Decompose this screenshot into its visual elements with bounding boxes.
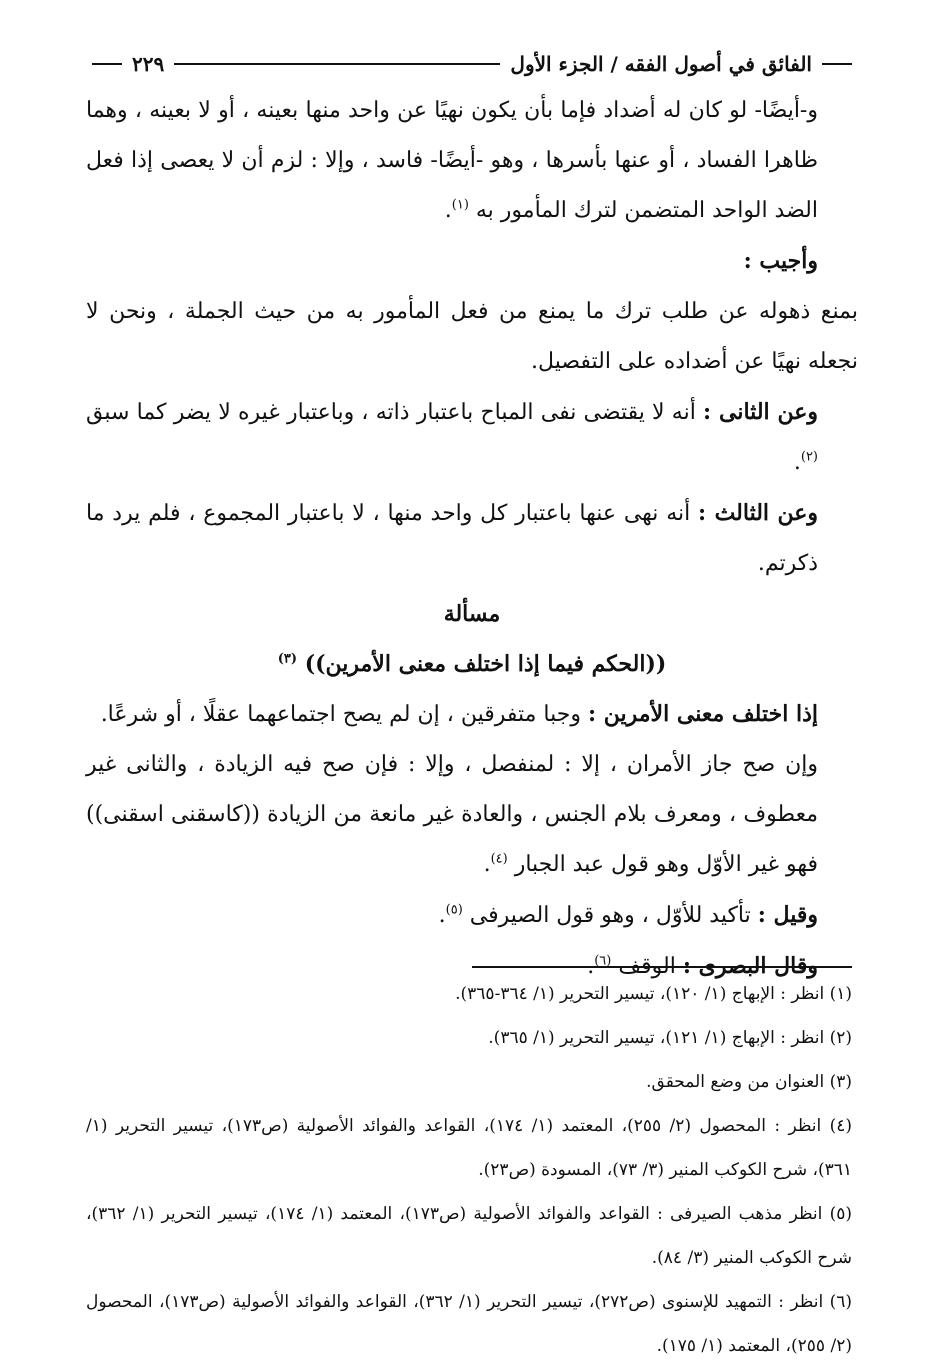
paragraph-2 bbox=[86, 236, 858, 287]
footnote-ref-4[interactable]: (٤) bbox=[490, 851, 508, 867]
header-dash-left bbox=[92, 63, 122, 65]
paragraph-8: وقيل : تأكيد للأوّل ، وهو قول الصيرفى $^{(٥)}$. bbox=[438, 902, 818, 928]
paragraph-6 bbox=[86, 689, 858, 740]
paragraph-5-text: أنه نهى عنها باعتبار كل واحد منها ، لا باعتبار المجموع ، فلم يرد ما ذكرتم. bbox=[86, 501, 818, 576]
page-header bbox=[92, 44, 852, 84]
footnote-separator bbox=[472, 966, 852, 968]
paragraph-7-text: وإن صح جاز الأمران ، إلا : لمنفصل ، وإلا : فإن صح فيه الزيادة ، والثانى غير معطوف ، ومعرف بلام الجنس ، والعادة غير مانعة من الزيادة ((كاسقنى اسقنى)) فهو غير الأوّل وهو قول عبد الجبار bbox=[86, 752, 818, 877]
answer-heading: وأجيب : bbox=[743, 248, 818, 274]
paragraph-6-lead: إذا اختلف معنى الأمرين : bbox=[587, 701, 818, 727]
section-title: مسألة bbox=[443, 601, 501, 627]
footnote-5: (٥) انظر مذهب الصيرفى : القواعد والفوائد الأصولية (ص١٧٣)، المعتمد (١/ ١٧٤)، تيسير التحرير (١/ ٣٦٢)، شرح الكوكب المنير (٣/ ٨٤). bbox=[86, 1204, 853, 1268]
footnote-6: (٦) انظر : التمهيد للإسنوى (ص٢٧٢)، تيسير التحرير (١/ ٣٦٢)، القواعد والفوائد الأصولية (ص١٧٣)، المحصول (٢/ ٢٥٥)، المعتمد (١/ ١٧٥). bbox=[86, 1292, 852, 1356]
section-subtitle-text: ((الحكم فيما إذا اختلف معنى الأمرين)) bbox=[304, 651, 667, 677]
paragraph-9-text: الوقف bbox=[618, 954, 676, 979]
footnote-ref-3[interactable]: (٣) bbox=[277, 651, 298, 667]
paragraph-4: وعن الثانى : أنه لا يقتضى نفى المباح باعتبار ذاته ، وباعتبار غيره لا يضر كما سبق $^{(٢)}$. bbox=[86, 399, 818, 475]
paragraph-1: و-أيضًا- لو كان له أضداد فإما بأن يكون نهيًا عن واحد منها بعينه ، أو لا بعينه ، وهما ظاهرا الفساد ، أو عنها بأسرها ، وهو -أيضًا- فاسد ، وإلا : لزم أن لا يعصى إذا فعل الضد الواحد المتضمن لترك المأمور به $^{(١)}$. bbox=[86, 98, 818, 223]
footnote-ref-2[interactable]: (٢) bbox=[800, 449, 818, 465]
header-rule bbox=[174, 63, 500, 65]
paragraph-3: بمنع ذهوله عن طلب ترك ما يمنع من فعل المأمور به من حيث الجملة ، ونحن لا نجعله نهيًا عن أضداده على التفصيل. bbox=[86, 299, 858, 374]
section-subtitle bbox=[86, 639, 858, 689]
paragraph-1-text: و-أيضًا- لو كان له أضداد فإما بأن يكون نهيًا عن واحد منها بعينه ، أو لا بعينه ، وهما ظاهرا الفساد ، أو عنها بأسرها ، وهو -أيضًا- فاسد ، وإلا : لزم أن لا يعصى إذا فعل الضد الواحد المتضمن لترك المأمور به bbox=[86, 98, 818, 223]
paragraph-5 bbox=[86, 488, 858, 589]
paragraph-9: وقال البصرى : الوقف $^{(٦)}$. bbox=[587, 953, 818, 979]
footnotes bbox=[86, 972, 852, 1368]
footnote-ref-6[interactable]: (٦) bbox=[594, 953, 612, 969]
footnote-ref-5[interactable]: (٥) bbox=[445, 902, 463, 918]
paragraph-8-lead: وقيل : bbox=[757, 902, 818, 928]
header-dash-right bbox=[822, 63, 852, 65]
page-number: ٢٢٩ bbox=[132, 52, 165, 76]
paragraph-6-text: وجبا متفرقين ، إن لم يصح اجتماعهما عقلًا ، أو شرعًا. bbox=[100, 702, 581, 727]
paragraph-4-text: أنه لا يقتضى نفى المباح باعتبار ذاته ، وباعتبار غيره لا يضر كما سبق bbox=[86, 400, 696, 425]
footnote-ref-1[interactable]: (١) bbox=[451, 197, 469, 213]
paragraph-4-lead: وعن الثانى : bbox=[703, 399, 818, 425]
footnote-1: (١) انظر : الإبهاج (١/ ١٢٠)، تيسير التحرير (١/ ٣٦٤-٣٦٥). bbox=[455, 984, 852, 1004]
paragraph-5-lead: وعن الثالث : bbox=[698, 500, 818, 526]
paragraph-7: وإن صح جاز الأمران ، إلا : لمنفصل ، وإلا : فإن صح فيه الزيادة ، والثانى غير معطوف ، ومعرف بلام الجنس ، والعادة غير مانعة من الزيادة ((كاسقنى اسقنى)) فهو غير الأوّل وهو قول عبد الجبار $^{(٤)}$. bbox=[86, 752, 818, 877]
paragraph-9-lead: وقال البصرى : bbox=[682, 953, 818, 979]
running-title: الفائق في أصول الفقه / الجزء الأول bbox=[510, 52, 812, 76]
paragraph-8-text: تأكيد للأوّل ، وهو قول الصيرفى bbox=[469, 903, 751, 928]
footnote-2: (٢) انظر : الإبهاج (١/ ١٢١)، تيسير التحرير (١/ ٣٦٥). bbox=[488, 1028, 852, 1048]
footnote-3: (٣) العنوان من وضع المحقق. bbox=[646, 1072, 852, 1092]
footnote-4: (٤) انظر : المحصول (٢/ ٢٥٥)، المعتمد (١/ ١٧٤)، القواعد والفوائد الأصولية (ص١٧٣)، تيسير التحرير (١/ ٣٦١)، شرح الكوكب المنير (٣/ ٧٣)، المسودة (ص٢٣). bbox=[86, 1116, 852, 1180]
main-text bbox=[86, 86, 858, 992]
